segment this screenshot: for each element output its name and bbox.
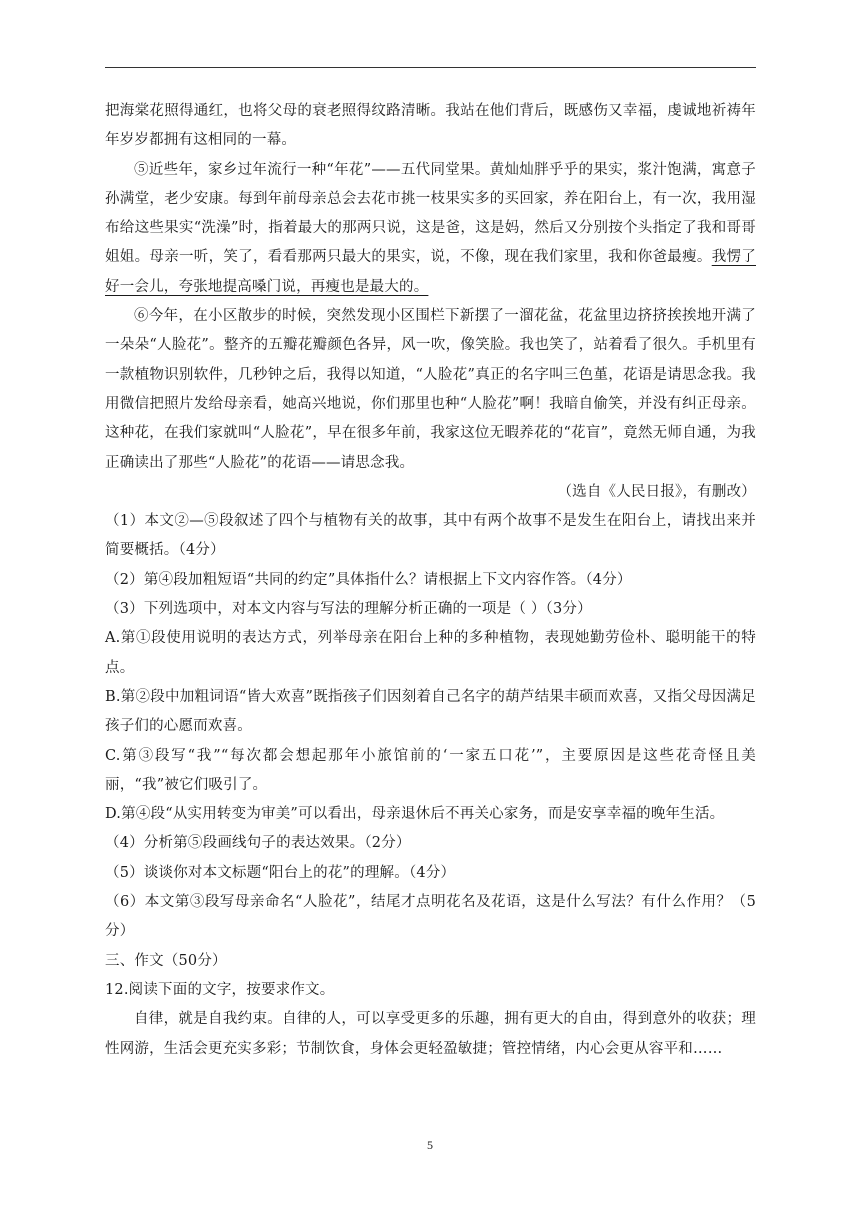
section-title: 三、作文（50分）: [105, 952, 227, 969]
header-rule: [105, 67, 756, 68]
option-a: A.第①段使用说明的表达方式，列举母亲在阳台上种的多种植物，表现她勤劳俭朴、聪明能干的特点。: [105, 630, 756, 676]
question-6: （6）本文第③段写母亲命名“人脸花”，结尾才点明花名及花语，这是什么写法？有什么作用？（5分）: [105, 894, 756, 940]
question-4: （4）分析第⑤段画线句子的表达效果。（2分）: [105, 835, 411, 852]
question-5: （5）谈谈你对本文标题“阳台上的花”的理解。（4分）: [105, 864, 456, 881]
paragraph-5-text: ⑤近些年，家乡过年流行一种“年花”——五代同堂果。黄灿灿胖乎乎的果实，浆汁饱满，寓意子孙满堂，老少安康。每到年前母亲总会去花市挑一枝果实多的买回家，养在阳台上，有一次，我用湿布给这些果实“洗澡”时，指着最大的那两只说，这是爸，这是妈，然后又分别按个头指定了我和哥哥姐姐。母亲一听，笑了，看看那两只最大的果实，说，不像，现在我们家里，我和你爸最瘦。: [105, 161, 756, 266]
paragraph-5: [105, 156, 756, 302]
underlined-sentence: 我愣了好一会儿，夸张地提高嗓门说，再瘦也是最大的。: [105, 249, 756, 295]
question-12: 12.阅读下面的文字，按要求作文。: [105, 981, 335, 998]
paragraph-continued: 把海棠花照得通红，也将父母的衰老照得纹路清晰。我站在他们背后，既感伤又幸福，虔诚地祈祷年年岁岁都拥有这相同的一幕。: [105, 103, 756, 149]
source-citation: （选自《人民日报》，有删改）: [557, 483, 756, 500]
option-d: D.第④段“从实用转变为审美”可以看出，母亲退休后不再关心家务，而是安享幸福的晚年生活。: [105, 806, 725, 823]
option-c: C.第③段写“我”“每次都会想起那年小旅馆前的‘一家五口花’”，主要原因是这些花奇怪且美丽，“我”被它们吸引了。: [105, 747, 756, 793]
page-number: 5: [427, 1138, 433, 1152]
composition-prompt: 自律，就是自我约束。自律的人，可以享受更多的乐趣，拥有更大的自由，得到意外的收获；理性网游，生活会更充实多彩；节制饮食，身体会更轻盈敏捷；管控情绪，内心会更从容平和……: [105, 1011, 756, 1057]
option-b: B.第②段中加粗词语“皆大欢喜”既指孩子们因刻着自己名字的葫芦结果丰硕而欢喜，又指父母因满足孩子们的心愿而欢喜。: [105, 688, 756, 735]
question-1: （1）本文②—⑤段叙述了四个与植物有关的故事，其中有两个故事不是发生在阳台上，请找出来并简要概括。（4分）: [105, 513, 756, 559]
paragraph-6: ⑥今年，在小区散步的时候，突然发现小区围栏下新摆了一溜花盆，花盆里边挤挤挨挨地开满了一朵朵“人脸花”。整齐的五瓣花瓣颜色各异，风一吹，像笑脸。我也笑了，站着看了很久。手机里有一款植物识别软件，几秒钟之后，我得以知道，“人脸花”真正的名字叫三色堇，花语是请思念我。我用微信把照片发给母亲看，她高兴地说，你们那里也种“人脸花”啊！我暗自偷笑，并没有纠正母亲。这种花，在我们家就叫“人脸花”，早在很多年前，我家这位无暇养花的“花盲”，竟然无师自通，为我正确读出了那些“人脸花”的花语——请思念我。: [105, 308, 756, 471]
question-3: （3）下列选项中，对本文内容与写法的理解分析正确的一项是（ ）（3分）: [105, 601, 592, 618]
document-body: [105, 97, 756, 1064]
question-2: （2）第④段加粗短语“共同的约定”具体指什么？请根据上下文内容作答。（4分）: [105, 571, 632, 588]
